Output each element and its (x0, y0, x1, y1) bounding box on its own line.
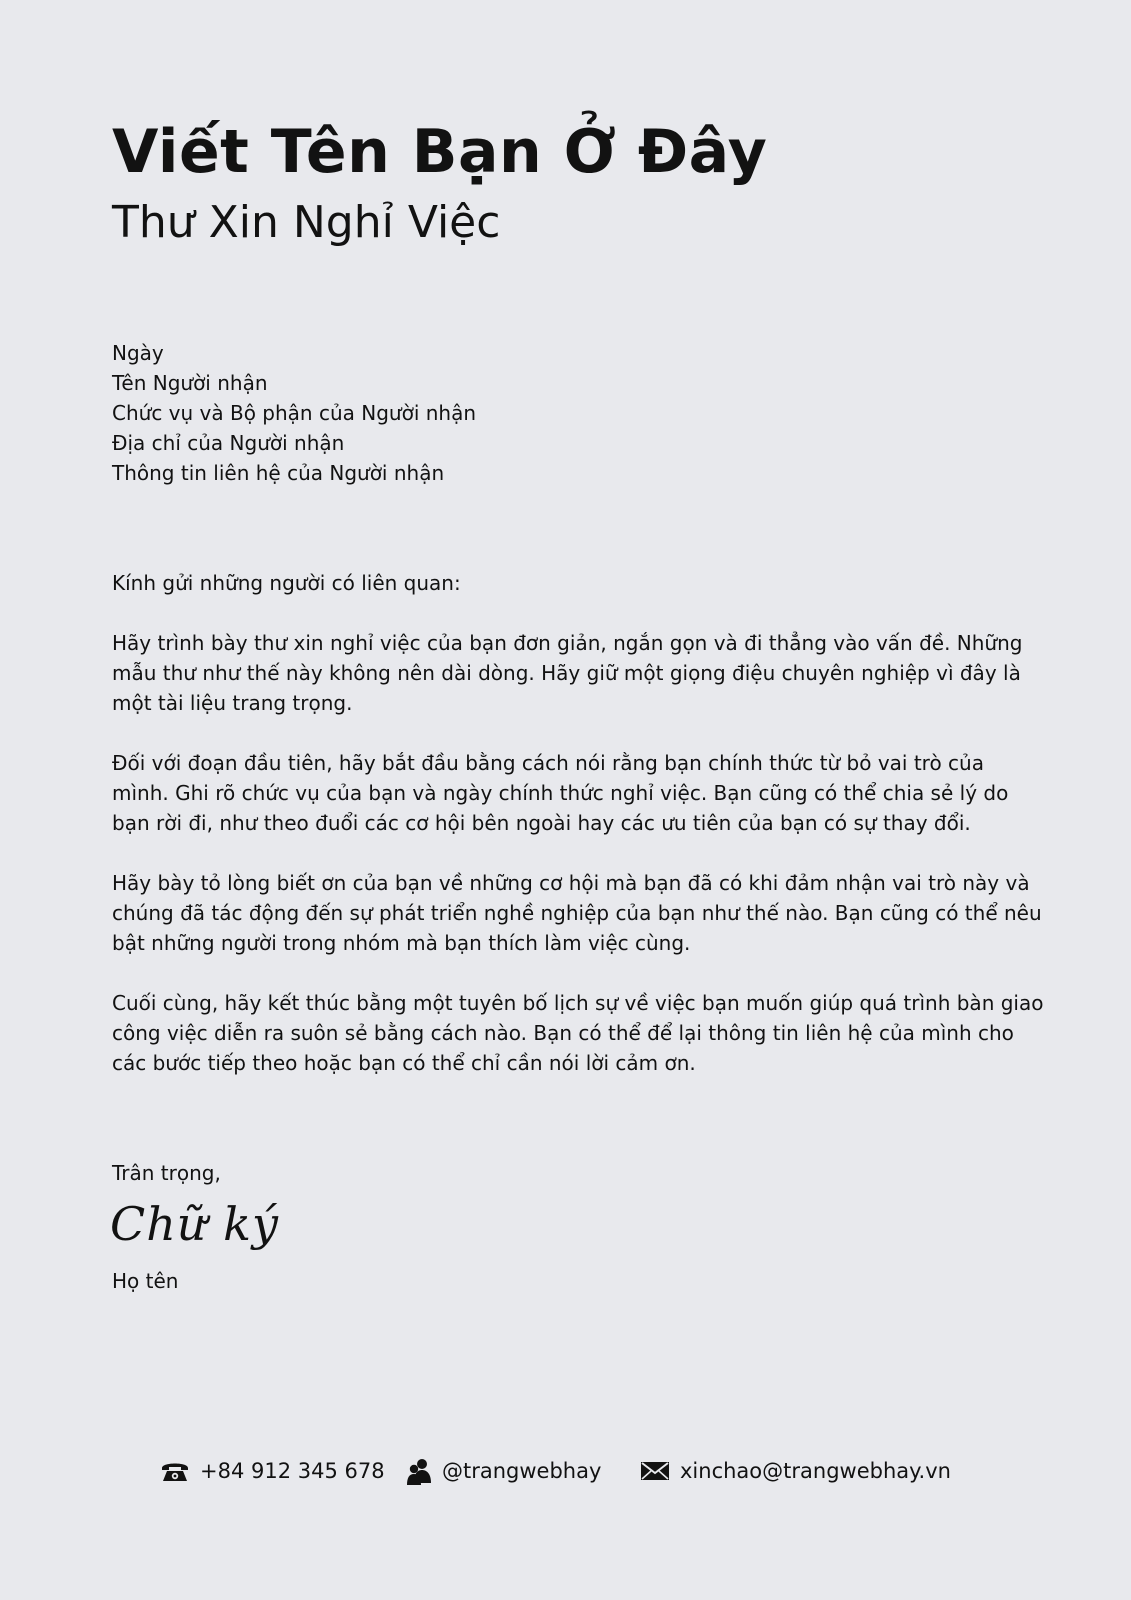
recipient-contact-line: Thông tin liên hệ của Người nhận (112, 461, 445, 485)
paragraph-line: Hãy bày tỏ lòng biết ơn của bạn về những cơ hội mà bạn đã có khi đảm nhận vai trò này và (112, 871, 1030, 895)
paragraph-line: bật những người trong nhóm mà bạn thích làm việc cùng. (112, 931, 691, 955)
paragraph-line: Cuối cùng, hãy kết thúc bằng một tuyên bố lịch sự về việc bạn muốn giúp quá trình bàn giao (112, 991, 1044, 1015)
body-paragraph (112, 868, 1042, 958)
phone-contact (160, 1456, 385, 1486)
signer-full-name: Họ tên (112, 1269, 179, 1293)
body-paragraph (112, 628, 1032, 718)
email-address[interactable]: xinchao@trangwebhay.vn (680, 1459, 951, 1483)
signature: Chữ ký (110, 1197, 279, 1251)
paragraph-line: mẫu thư như thế này không nên dài dòng. Hãy giữ một giọng điệu chuyên nghiệp vì đây là (112, 661, 1021, 685)
envelope-icon (640, 1461, 670, 1481)
date-line: Ngày (112, 341, 164, 365)
paragraph-line: công việc diễn ra suôn sẻ bằng cách nào. Bạn có thể để lại thông tin liên hệ của mình cho (112, 1021, 1014, 1045)
social-handle[interactable]: @trangwebhay (442, 1459, 602, 1483)
email-contact (640, 1456, 951, 1486)
author-name-heading: Viết Tên Bạn Ở Đây (112, 117, 768, 187)
phone-number[interactable]: +84 912 345 678 (200, 1459, 385, 1483)
paragraph-line: một tài liệu trang trọng. (112, 691, 353, 715)
paragraph-line: bạn rời đi, như theo đuổi các cơ hội bên ngoài hay các ưu tiên của bạn có sự thay đổi. (112, 811, 971, 835)
paragraph-line: Đối với đoạn đầu tiên, hãy bắt đầu bằng cách nói rằng bạn chính thức từ bỏ vai trò của (112, 751, 984, 775)
paragraph-line: Hãy trình bày thư xin nghỉ việc của bạn đơn giản, ngắn gọn và đi thẳng vào vấn đề. Những (112, 631, 1023, 655)
users-icon (406, 1457, 432, 1485)
social-contact (406, 1456, 601, 1486)
recipient-block (112, 338, 476, 488)
phone-icon (160, 1459, 190, 1483)
paragraph-line: chúng đã tác động đến sự phát triển nghề nghiệp của bạn như thế nào. Bạn cũng có thể nêu (112, 901, 1042, 925)
document-subtitle: Thư Xin Nghỉ Việc (112, 197, 501, 248)
letter-body (112, 568, 1044, 1108)
recipient-position-line: Chức vụ và Bộ phận của Người nhận (112, 401, 477, 425)
paragraph-line: mình. Ghi rõ chức vụ của bạn và ngày chính thức nghỉ việc. Bạn cũng có thể chia sẻ lý do (112, 781, 1009, 805)
recipient-address-line: Địa chỉ của Người nhận (112, 431, 345, 455)
body-paragraph (112, 988, 1044, 1078)
salutation: Kính gửi những người có liên quan: (112, 571, 461, 595)
paragraph-line: các bước tiếp theo hoặc bạn có thể chỉ cần nói lời cảm ơn. (112, 1051, 696, 1075)
body-paragraph (112, 748, 1032, 838)
valediction: Trân trọng, (112, 1161, 221, 1185)
recipient-name-line: Tên Người nhận (112, 371, 268, 395)
